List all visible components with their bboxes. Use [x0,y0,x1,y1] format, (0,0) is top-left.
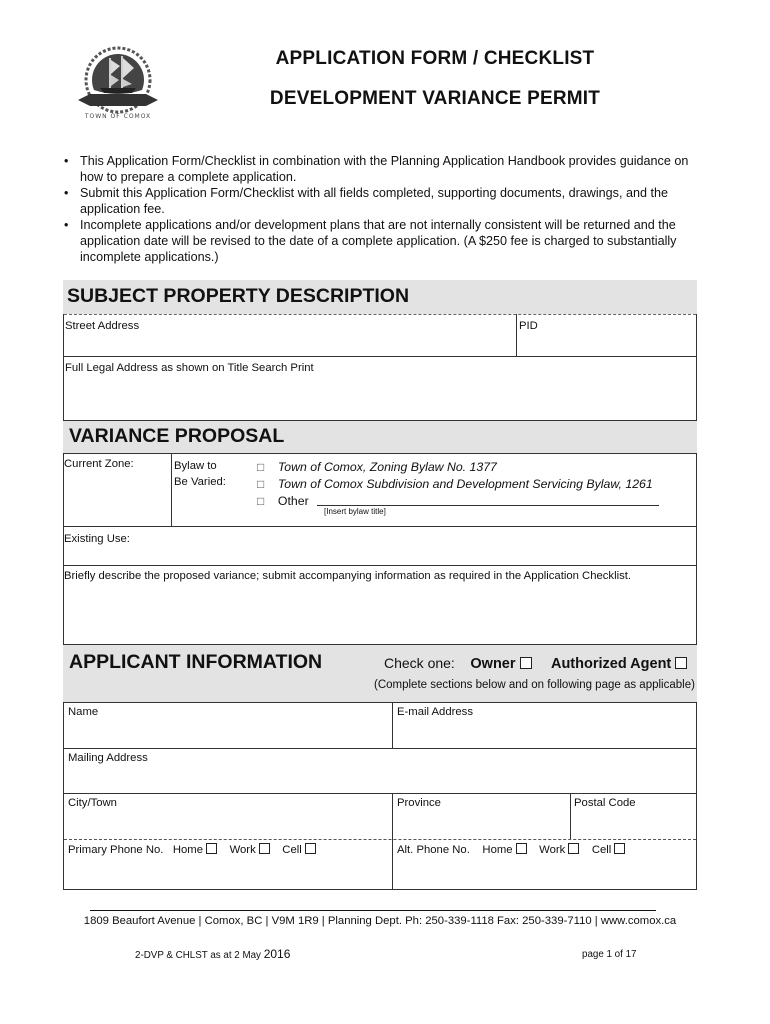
bylaw-label: Bylaw to Be Varied: [174,460,226,488]
variance-table [63,453,697,645]
applicant-info-heading: APPLICANT INFORMATION Check one: Owner Authorized Agent (Complete sections below and on following page as applicable) [63,645,697,702]
subject-property-table [63,314,697,421]
city-field[interactable]: City/Town [68,797,117,809]
footer-address: 1809 Beaufort Avenue | Comox, BC | V9M 1R9 | Planning Dept. Ph: 250-339-1118 Fax: 250-339-7110 | www.comox.ca [83,915,677,927]
checkbox-icon[interactable]: □ [257,477,265,491]
other-bylaw-input[interactable] [317,505,659,506]
pid-field[interactable]: PID [519,320,538,332]
name-field[interactable]: Name [68,706,99,718]
alt-work-checkbox[interactable] [568,843,579,854]
applicant-table [63,702,697,890]
street-address-field[interactable]: Street Address [65,320,140,332]
instructions-list [62,154,702,266]
primary-work-checkbox[interactable] [259,843,270,854]
applicant-type-selector: Check one: Owner Authorized Agent [384,655,687,672]
legal-address-field[interactable]: Full Legal Address as shown on Title Search Print [65,362,314,374]
alt-cell-checkbox[interactable] [614,843,625,854]
existing-use-field[interactable]: Existing Use: [64,533,130,545]
form-title: APPLICATION FORM / CHECKLIST [275,48,595,69]
checkbox-icon[interactable]: □ [257,494,265,508]
alt-phone-field[interactable]: Alt. Phone No. Home Work Cell [397,843,692,885]
primary-cell-checkbox[interactable] [305,843,316,854]
authorized-agent-checkbox[interactable] [675,657,687,669]
bylaw-options [257,459,653,510]
primary-phone-field[interactable]: Primary Phone No. Home Work Cell [68,843,388,885]
instruction-item: • Submit this Application Form/Checklist with all fields completed, supporting documents, drawings, and the application fee. [64,186,668,216]
bylaw-option-zoning[interactable]: □ Town of Comox, Zoning Bylaw No. 1377 [257,460,497,474]
insert-bylaw-hint: [Insert bylaw title] [324,507,386,516]
subject-property-heading: SUBJECT PROPERTY DESCRIPTION [63,280,697,314]
variance-description-field[interactable]: Briefly describe the proposed variance; submit accompanying information as required in the Application Checklist. [64,570,632,582]
current-zone-field[interactable]: Current Zone: [64,458,134,470]
checkbox-icon[interactable]: □ [257,460,265,474]
footer-divider [90,910,656,911]
alt-home-checkbox[interactable] [516,843,527,854]
mailing-address-field[interactable]: Mailing Address [68,752,148,764]
logo-text: TOWN OF COMOX [84,113,152,120]
primary-home-checkbox[interactable] [206,843,217,854]
bylaw-option-subdivision[interactable]: □ Town of Comox Subdivision and Development Servicing Bylaw, 1261 [257,477,653,491]
page-number: page 1 of 17 [582,949,637,960]
instruction-item: • This Application Form/Checklist in combination with the Planning Application Handbook provides guidance on how to prepare a complete application. [64,154,689,184]
document-id: 2-DVP & CHLST as at 2 May 2016 [135,947,291,961]
variance-proposal-heading: VARIANCE PROPOSAL [63,421,697,453]
owner-checkbox[interactable] [520,657,532,669]
postal-code-field[interactable]: Postal Code [574,797,636,809]
town-of-comox-logo [72,44,164,124]
form-subtitle: DEVELOPMENT VARIANCE PERMIT [269,88,601,109]
instruction-item: • Incomplete applications and/or development plans that are not internally consistent will be returned and the application date will be revised to the date of a complete application. (A $250 fee is charged to substantially incomplete applications.) [64,218,677,264]
email-field[interactable]: E-mail Address [397,706,473,718]
province-field[interactable]: Province [397,797,441,809]
bylaw-option-other[interactable]: □ Other [257,494,309,508]
